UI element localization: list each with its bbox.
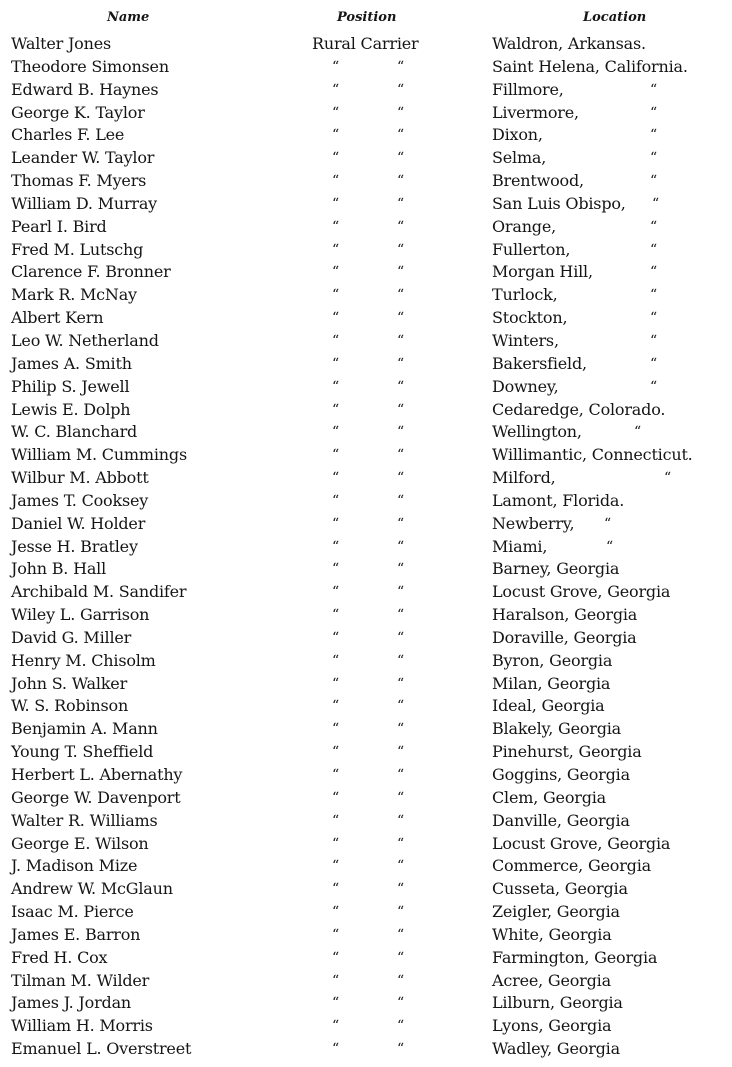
ditto-mark: “ bbox=[397, 652, 405, 669]
ditto-mark: “ bbox=[397, 287, 405, 304]
ditto-mark: “ bbox=[332, 561, 340, 578]
location-ditto-mark: “ bbox=[664, 470, 671, 487]
row-location bbox=[492, 833, 670, 856]
location-ditto-mark: “ bbox=[650, 218, 657, 235]
row-location bbox=[492, 147, 657, 170]
table-row bbox=[0, 216, 732, 239]
ditto-mark: “ bbox=[332, 721, 340, 738]
row-name: Jesse H. Bratley bbox=[11, 536, 138, 556]
table-header bbox=[0, 10, 732, 30]
ditto-mark: “ bbox=[332, 858, 340, 875]
ditto-mark: “ bbox=[332, 447, 340, 464]
row-location bbox=[492, 124, 657, 147]
location-text: Acree, Georgia bbox=[492, 970, 611, 990]
table-row bbox=[0, 924, 732, 947]
ditto-mark: “ bbox=[332, 264, 340, 281]
table-row bbox=[0, 33, 732, 56]
table-row bbox=[0, 627, 732, 650]
table-row bbox=[0, 147, 732, 170]
ditto-mark: “ bbox=[397, 1018, 405, 1035]
ditto-mark: “ bbox=[397, 150, 405, 167]
location-text: Haralson, Georgia bbox=[492, 605, 638, 625]
table-row bbox=[0, 307, 732, 330]
row-location bbox=[492, 467, 671, 490]
row-name: James J. Jordan bbox=[11, 993, 132, 1013]
table-row bbox=[0, 261, 732, 284]
ditto-mark: “ bbox=[397, 881, 405, 898]
location-text: Danville, Georgia bbox=[492, 810, 630, 830]
row-location bbox=[492, 1015, 611, 1038]
location-text: Dixon, bbox=[492, 125, 543, 145]
location-text: Cusseta, Georgia bbox=[492, 879, 628, 899]
row-name: John B. Hall bbox=[11, 559, 106, 579]
row-name: Theodore Simonsen bbox=[11, 56, 169, 76]
table-row bbox=[0, 399, 732, 422]
location-text: Wellington, bbox=[492, 422, 582, 442]
table-row bbox=[0, 239, 732, 262]
ditto-mark: “ bbox=[332, 652, 340, 669]
row-name: George K. Taylor bbox=[11, 102, 145, 122]
row-location bbox=[492, 558, 619, 581]
location-text: Bakersfield, bbox=[492, 353, 587, 373]
table-row bbox=[0, 1038, 732, 1061]
row-location bbox=[492, 376, 657, 399]
ditto-mark: “ bbox=[397, 561, 405, 578]
ditto-mark: “ bbox=[397, 1041, 405, 1058]
row-location bbox=[492, 239, 657, 262]
row-name: Herbert L. Abernathy bbox=[11, 765, 183, 784]
table-row bbox=[0, 444, 732, 467]
ditto-mark: “ bbox=[332, 104, 340, 121]
row-location bbox=[492, 810, 630, 833]
row-location bbox=[492, 855, 651, 878]
row-location bbox=[492, 695, 605, 718]
location-ditto-mark: “ bbox=[650, 81, 657, 98]
row-name: Wilbur M. Abbott bbox=[11, 468, 149, 488]
location-text: Barney, Georgia bbox=[492, 559, 620, 579]
ditto-mark: “ bbox=[397, 218, 405, 235]
location-text: Locust Grove, Georgia bbox=[492, 833, 671, 853]
row-name: Philip S. Jewell bbox=[11, 376, 130, 396]
ditto-mark: “ bbox=[397, 355, 405, 372]
row-name: Mark R. McNay bbox=[11, 285, 137, 305]
location-text: White, Georgia bbox=[492, 924, 612, 944]
ditto-mark: “ bbox=[332, 926, 340, 943]
row-location bbox=[492, 284, 657, 307]
table-row bbox=[0, 124, 732, 147]
table-row bbox=[0, 284, 732, 307]
table-row bbox=[0, 353, 732, 376]
column-header-position: Position bbox=[337, 10, 397, 25]
row-location bbox=[492, 1038, 620, 1061]
row-location bbox=[492, 901, 620, 924]
location-text: Fillmore, bbox=[492, 79, 564, 99]
row-location bbox=[492, 421, 641, 444]
ditto-mark: “ bbox=[332, 173, 340, 190]
location-text: Byron, Georgia bbox=[492, 650, 613, 670]
location-ditto-mark: “ bbox=[650, 378, 657, 395]
location-ditto-mark: “ bbox=[650, 104, 657, 121]
location-text: Goggins, Georgia bbox=[492, 765, 630, 784]
row-location bbox=[492, 581, 670, 604]
location-text: Zeigler, Georgia bbox=[492, 902, 620, 922]
row-location bbox=[492, 947, 657, 970]
location-text: Lamont, Florida. bbox=[492, 490, 625, 510]
table-row bbox=[0, 102, 732, 125]
location-ditto-mark: “ bbox=[650, 332, 657, 349]
location-text: Livermore, bbox=[492, 102, 579, 122]
row-name: Leander W. Taylor bbox=[11, 148, 155, 168]
ditto-mark: “ bbox=[332, 744, 340, 761]
table-row bbox=[0, 718, 732, 741]
table-row bbox=[0, 421, 732, 444]
ditto-mark: “ bbox=[332, 881, 340, 898]
row-name: Walter Jones bbox=[11, 34, 111, 53]
location-text: Blakely, Georgia bbox=[492, 719, 622, 739]
ditto-mark: “ bbox=[332, 904, 340, 921]
ditto-mark: “ bbox=[332, 195, 340, 212]
row-name: John S. Walker bbox=[11, 673, 128, 693]
location-text: Lyons, Georgia bbox=[492, 1016, 612, 1036]
table-row bbox=[0, 467, 732, 490]
location-text: Morgan Hill, bbox=[492, 262, 593, 282]
row-name: Andrew W. McGlaun bbox=[11, 879, 173, 899]
ditto-mark: “ bbox=[332, 1018, 340, 1035]
table-row bbox=[0, 741, 732, 764]
row-name: Clarence F. Bronner bbox=[11, 262, 171, 282]
table-row bbox=[0, 193, 732, 216]
location-text: Lilburn, Georgia bbox=[492, 993, 623, 1013]
table-row bbox=[0, 764, 732, 787]
location-ditto-mark: “ bbox=[650, 173, 657, 190]
table-row bbox=[0, 810, 732, 833]
ditto-mark: “ bbox=[332, 835, 340, 852]
ditto-mark: “ bbox=[397, 470, 405, 487]
location-text: Milan, Georgia bbox=[492, 673, 611, 693]
row-name: William H. Morris bbox=[11, 1016, 153, 1036]
location-text: Waldron, Arkansas. bbox=[492, 34, 646, 53]
ditto-mark: “ bbox=[397, 949, 405, 966]
row-location bbox=[492, 102, 657, 125]
table-row bbox=[0, 673, 732, 696]
ditto-mark: “ bbox=[332, 789, 340, 806]
row-location bbox=[492, 604, 637, 627]
row-name: W. C. Blanchard bbox=[11, 422, 138, 442]
ditto-mark: “ bbox=[332, 538, 340, 555]
ditto-mark: “ bbox=[397, 515, 405, 532]
location-ditto-mark: “ bbox=[650, 150, 657, 167]
table-row bbox=[0, 558, 732, 581]
location-text: Winters, bbox=[492, 330, 559, 350]
row-location bbox=[492, 33, 646, 56]
location-ditto-mark: “ bbox=[606, 538, 613, 555]
row-location bbox=[492, 490, 624, 513]
table-row bbox=[0, 79, 732, 102]
ditto-mark: “ bbox=[397, 995, 405, 1012]
row-name: James A. Smith bbox=[11, 353, 132, 373]
ditto-mark: “ bbox=[397, 629, 405, 646]
location-ditto-mark: “ bbox=[650, 287, 657, 304]
ditto-mark: “ bbox=[397, 675, 405, 692]
ditto-mark: “ bbox=[397, 173, 405, 190]
location-text: Orange, bbox=[492, 216, 557, 236]
ditto-mark: “ bbox=[332, 218, 340, 235]
ditto-mark: “ bbox=[397, 332, 405, 349]
ditto-mark: “ bbox=[397, 584, 405, 601]
row-location bbox=[492, 307, 657, 330]
location-text: Stockton, bbox=[492, 308, 568, 328]
row-location bbox=[492, 992, 623, 1015]
ditto-mark: “ bbox=[332, 629, 340, 646]
location-text: Pinehurst, Georgia bbox=[492, 742, 642, 762]
ditto-mark: “ bbox=[332, 949, 340, 966]
row-name: Emanuel L. Overstreet bbox=[11, 1039, 192, 1059]
table-row bbox=[0, 695, 732, 718]
location-text: Clem, Georgia bbox=[492, 787, 607, 807]
table-row bbox=[0, 650, 732, 673]
ditto-mark: “ bbox=[397, 241, 405, 258]
ditto-mark: “ bbox=[397, 972, 405, 989]
row-name: W. S. Robinson bbox=[11, 696, 129, 716]
row-location bbox=[492, 536, 613, 559]
table-row bbox=[0, 833, 732, 856]
row-name: Charles F. Lee bbox=[11, 125, 125, 145]
table-row bbox=[0, 1015, 732, 1038]
location-text: Cedaredge, Colorado. bbox=[492, 399, 666, 419]
ditto-mark: “ bbox=[397, 81, 405, 98]
column-header-name: Name bbox=[107, 10, 150, 25]
row-location bbox=[492, 193, 659, 216]
location-text: Willimantic, Connecticut. bbox=[492, 445, 693, 465]
row-name: Pearl I. Bird bbox=[11, 216, 107, 236]
row-name: Henry M. Chisolm bbox=[11, 650, 156, 670]
row-location bbox=[492, 673, 610, 696]
ditto-mark: “ bbox=[397, 492, 405, 509]
location-text: Commerce, Georgia bbox=[492, 856, 651, 876]
table-row bbox=[0, 878, 732, 901]
row-location bbox=[492, 787, 606, 810]
row-name: Albert Kern bbox=[11, 308, 104, 328]
ditto-mark: “ bbox=[332, 675, 340, 692]
table-row bbox=[0, 855, 732, 878]
ditto-mark: “ bbox=[397, 310, 405, 327]
ditto-mark: “ bbox=[397, 58, 405, 75]
ditto-mark: “ bbox=[332, 607, 340, 624]
row-location bbox=[492, 399, 665, 422]
row-location bbox=[492, 79, 657, 102]
table-row bbox=[0, 56, 732, 79]
row-name: Benjamin A. Mann bbox=[11, 719, 158, 739]
table-row bbox=[0, 581, 732, 604]
location-text: Milford, bbox=[492, 468, 556, 488]
ditto-mark: “ bbox=[332, 401, 340, 418]
location-text: Downey, bbox=[492, 376, 559, 396]
row-location bbox=[492, 216, 657, 239]
row-location bbox=[492, 878, 628, 901]
ditto-mark: “ bbox=[332, 972, 340, 989]
ditto-mark: “ bbox=[332, 355, 340, 372]
location-text: Farmington, Georgia bbox=[492, 947, 658, 967]
row-name: Thomas F. Myers bbox=[11, 171, 147, 191]
ditto-mark: “ bbox=[332, 310, 340, 327]
row-location bbox=[492, 353, 657, 376]
location-text: San Luis Obispo, bbox=[492, 193, 626, 213]
location-ditto-mark: “ bbox=[650, 127, 657, 144]
row-name: Isaac M. Pierce bbox=[11, 902, 134, 922]
ditto-mark: “ bbox=[397, 264, 405, 281]
location-text: Locust Grove, Georgia bbox=[492, 582, 671, 602]
location-text: Saint Helena, California. bbox=[492, 56, 688, 76]
ditto-mark: “ bbox=[332, 424, 340, 441]
ditto-mark: “ bbox=[332, 58, 340, 75]
row-name: James E. Barron bbox=[11, 924, 141, 944]
location-text: Newberry, bbox=[492, 513, 575, 533]
ditto-mark: “ bbox=[397, 812, 405, 829]
row-name: Tilman M. Wilder bbox=[11, 970, 150, 990]
ditto-mark: “ bbox=[397, 538, 405, 555]
ditto-mark: “ bbox=[397, 424, 405, 441]
ditto-mark: “ bbox=[332, 150, 340, 167]
row-name: Walter R. Williams bbox=[11, 810, 158, 830]
table-row bbox=[0, 604, 732, 627]
row-location bbox=[492, 764, 630, 787]
row-name: George E. Wilson bbox=[11, 833, 149, 853]
row-location bbox=[492, 170, 657, 193]
table-row bbox=[0, 787, 732, 810]
row-name: Fred M. Lutschg bbox=[11, 239, 144, 259]
ditto-mark: “ bbox=[332, 378, 340, 395]
ditto-mark: “ bbox=[397, 926, 405, 943]
location-text: Doraville, Georgia bbox=[492, 627, 637, 647]
table-row bbox=[0, 330, 732, 353]
location-ditto-mark: “ bbox=[650, 264, 657, 281]
ditto-mark: “ bbox=[397, 607, 405, 624]
ditto-mark: “ bbox=[332, 470, 340, 487]
ditto-mark: “ bbox=[397, 378, 405, 395]
row-location bbox=[492, 261, 657, 284]
row-name: Daniel W. Holder bbox=[11, 513, 146, 533]
ditto-mark: “ bbox=[397, 401, 405, 418]
row-location bbox=[492, 924, 612, 947]
table-row bbox=[0, 536, 732, 559]
table-row bbox=[0, 170, 732, 193]
row-location bbox=[492, 627, 637, 650]
row-location bbox=[492, 56, 688, 79]
ditto-mark: “ bbox=[332, 698, 340, 715]
row-location bbox=[492, 650, 612, 673]
row-name: Leo W. Netherland bbox=[11, 330, 159, 350]
column-header-location: Location bbox=[583, 10, 647, 25]
row-name: J. Madison Mize bbox=[11, 856, 138, 876]
row-name: Young T. Sheffield bbox=[11, 742, 154, 762]
location-text: Selma, bbox=[492, 148, 547, 168]
ditto-mark: “ bbox=[332, 584, 340, 601]
ditto-mark: “ bbox=[397, 104, 405, 121]
table-row bbox=[0, 947, 732, 970]
table-row bbox=[0, 901, 732, 924]
table-row bbox=[0, 490, 732, 513]
table-row bbox=[0, 970, 732, 993]
location-text: Miami, bbox=[492, 536, 548, 556]
ditto-mark: “ bbox=[332, 1041, 340, 1058]
row-location bbox=[492, 741, 642, 764]
ditto-mark: “ bbox=[397, 127, 405, 144]
table-row bbox=[0, 376, 732, 399]
ditto-mark: “ bbox=[397, 195, 405, 212]
location-ditto-mark: “ bbox=[634, 424, 641, 441]
row-name: George W. Davenport bbox=[11, 787, 181, 807]
ditto-mark: “ bbox=[397, 767, 405, 783]
ditto-mark: “ bbox=[397, 447, 405, 464]
location-text: Wadley, Georgia bbox=[492, 1039, 620, 1059]
location-ditto-mark: “ bbox=[650, 355, 657, 372]
ditto-mark: “ bbox=[332, 127, 340, 144]
ditto-mark: “ bbox=[332, 287, 340, 304]
location-ditto-mark: “ bbox=[604, 515, 611, 532]
row-name: Archibald M. Sandifer bbox=[11, 582, 187, 602]
table-row bbox=[0, 513, 732, 536]
ditto-mark: “ bbox=[397, 698, 405, 715]
row-location bbox=[492, 330, 657, 353]
ditto-mark: “ bbox=[397, 789, 405, 806]
ditto-mark: “ bbox=[332, 81, 340, 98]
row-name: James T. Cooksey bbox=[11, 490, 149, 510]
location-ditto-mark: “ bbox=[652, 195, 659, 212]
roster-table bbox=[0, 33, 732, 1061]
ditto-mark: “ bbox=[332, 515, 340, 532]
ditto-mark: “ bbox=[397, 835, 405, 852]
ditto-mark: “ bbox=[332, 812, 340, 829]
ditto-mark: “ bbox=[397, 904, 405, 921]
row-location bbox=[492, 513, 611, 536]
ditto-mark: “ bbox=[397, 721, 405, 738]
location-text: Ideal, Georgia bbox=[492, 696, 605, 716]
ditto-mark: “ bbox=[397, 744, 405, 761]
ditto-mark: “ bbox=[332, 492, 340, 509]
row-name: William D. Murray bbox=[11, 193, 158, 213]
ditto-mark: “ bbox=[332, 332, 340, 349]
row-location bbox=[492, 718, 621, 741]
row-name: Fred H. Cox bbox=[11, 947, 108, 967]
row-name: Edward B. Haynes bbox=[11, 79, 159, 99]
ditto-mark: “ bbox=[332, 995, 340, 1012]
position-text: Rural Carrier bbox=[312, 34, 419, 53]
table-row bbox=[0, 992, 732, 1015]
ditto-mark: “ bbox=[332, 767, 340, 783]
row-name: William M. Cummings bbox=[11, 445, 187, 465]
row-name: David G. Miller bbox=[11, 627, 132, 647]
row-location bbox=[492, 970, 611, 993]
ditto-mark: “ bbox=[397, 858, 405, 875]
location-ditto-mark: “ bbox=[650, 241, 657, 258]
row-name: Lewis E. Dolph bbox=[11, 399, 131, 419]
location-text: Brentwood, bbox=[492, 171, 584, 191]
location-text: Turlock, bbox=[492, 285, 558, 305]
row-location bbox=[492, 444, 693, 467]
ditto-mark: “ bbox=[332, 241, 340, 258]
location-text: Fullerton, bbox=[492, 239, 571, 259]
location-ditto-mark: “ bbox=[650, 310, 657, 327]
row-name: Wiley L. Garrison bbox=[11, 605, 150, 625]
